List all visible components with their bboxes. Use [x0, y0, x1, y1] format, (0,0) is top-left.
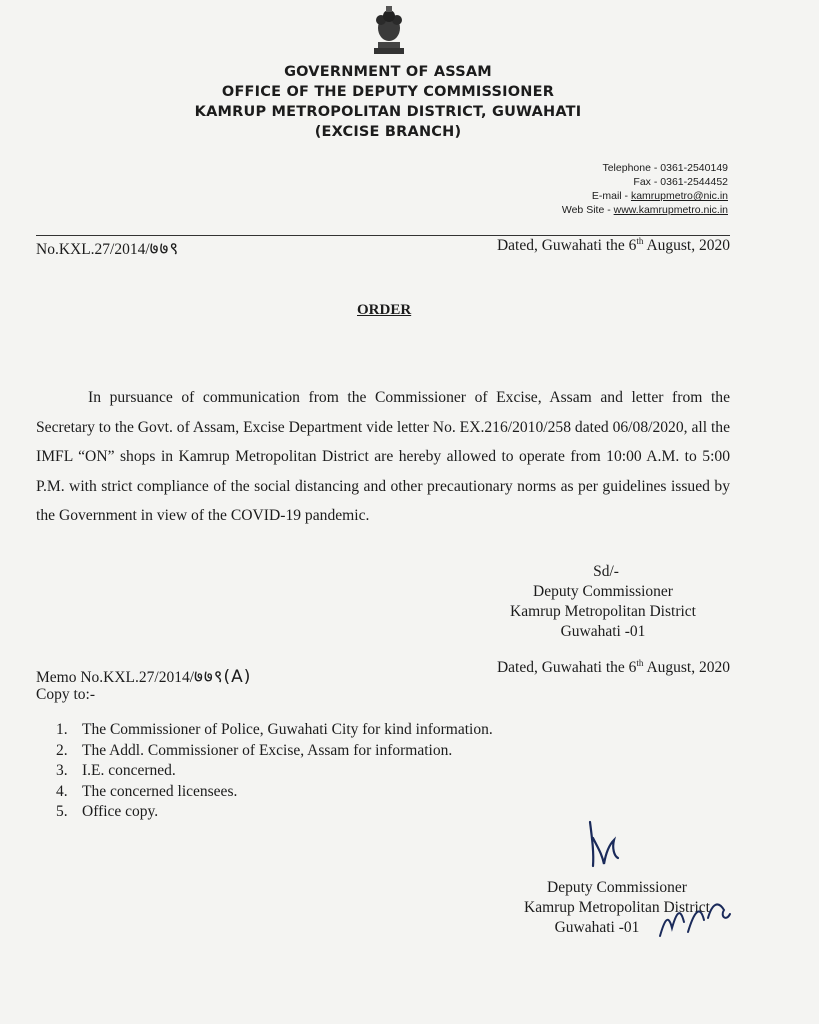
signature-block: [488, 562, 718, 642]
order-title: ORDER: [357, 302, 412, 318]
sd-mark: Sd/-: [593, 563, 619, 580]
signatory-place: Guwahati -01: [560, 623, 646, 640]
order-body: [36, 383, 730, 531]
list-item: 5. Office copy.: [56, 803, 159, 820]
copy-list: [56, 720, 493, 823]
handwritten-number: ७७९: [149, 239, 180, 259]
contact-telephone: Telephone - 0361-2540149: [602, 162, 728, 174]
header-government: GOVERNMENT OF ASSAM: [284, 64, 492, 80]
copy-to-label: Copy to:-: [36, 686, 95, 703]
list-item: 1. The Commissioner of Police, Guwahati City for kind information.: [56, 721, 493, 738]
initials-date-scribble-icon: [654, 892, 734, 944]
header-branch: (EXCISE BRANCH): [314, 124, 462, 140]
reference-number: No.KXL.27/2014/७७९: [36, 239, 180, 259]
contact-website: Web Site - www.kamrupmetro.nic.in: [561, 204, 728, 216]
email-link[interactable]: kamrupmetro@nic.in: [630, 190, 728, 202]
contact-email: E-mail - kamrupmetro@nic.in: [591, 190, 728, 202]
list-item: 2. The Addl. Commissioner of Excise, Assam for information.: [56, 741, 453, 759]
signatory-district: Kamrup Metropolitan District: [510, 603, 696, 620]
memo-date: Dated, Guwahati the 6th August, 2020: [496, 658, 730, 677]
final-signatory-title: Deputy Commissioner: [547, 879, 687, 896]
list-item: 4. The concerned licensees.: [56, 782, 238, 800]
handwritten-memo-number: ७७९(A): [194, 667, 252, 687]
header-district: KAMRUP METROPOLITAN DISTRICT, GUWAHATI: [194, 104, 582, 120]
reference-date: Dated, Guwahati the 6th August, 2020: [496, 236, 730, 255]
handwritten-signature-icon: [584, 818, 624, 870]
order-body-text: In pursuance of communication from the Commissioner of Excise, Assam and letter from the Secretary to the Govt. of Assam, Excise Department vide letter No. EX.216/2010/258 dated 06/08/2020, all the IMFL “ON” shops in Kamrup Metropolitan District are hereby allowed to operate from 10:00 A.M. to 5:00 P.M. with strict compliance of the social distancing and other precautionary norms as per guidelines issued by the Government in view of the COVID-19 pandemic.: [36, 389, 730, 525]
final-signatory-district: Kamrup Metropolitan District: [524, 899, 710, 916]
website-link[interactable]: www.kamrupmetro.nic.in: [613, 204, 728, 216]
final-signatory-place: Guwahati -01: [554, 919, 640, 936]
contact-fax: Fax - 0361-2544452: [633, 176, 728, 188]
header-office: OFFICE OF THE DEPUTY COMMISSIONER: [221, 84, 555, 100]
national-emblem-icon: [366, 4, 412, 56]
signatory-title: Deputy Commissioner: [533, 583, 673, 600]
memo-number: Memo No.KXL.27/2014/७७९(A): [36, 667, 252, 687]
list-item: 3. I.E. concerned.: [56, 762, 176, 779]
